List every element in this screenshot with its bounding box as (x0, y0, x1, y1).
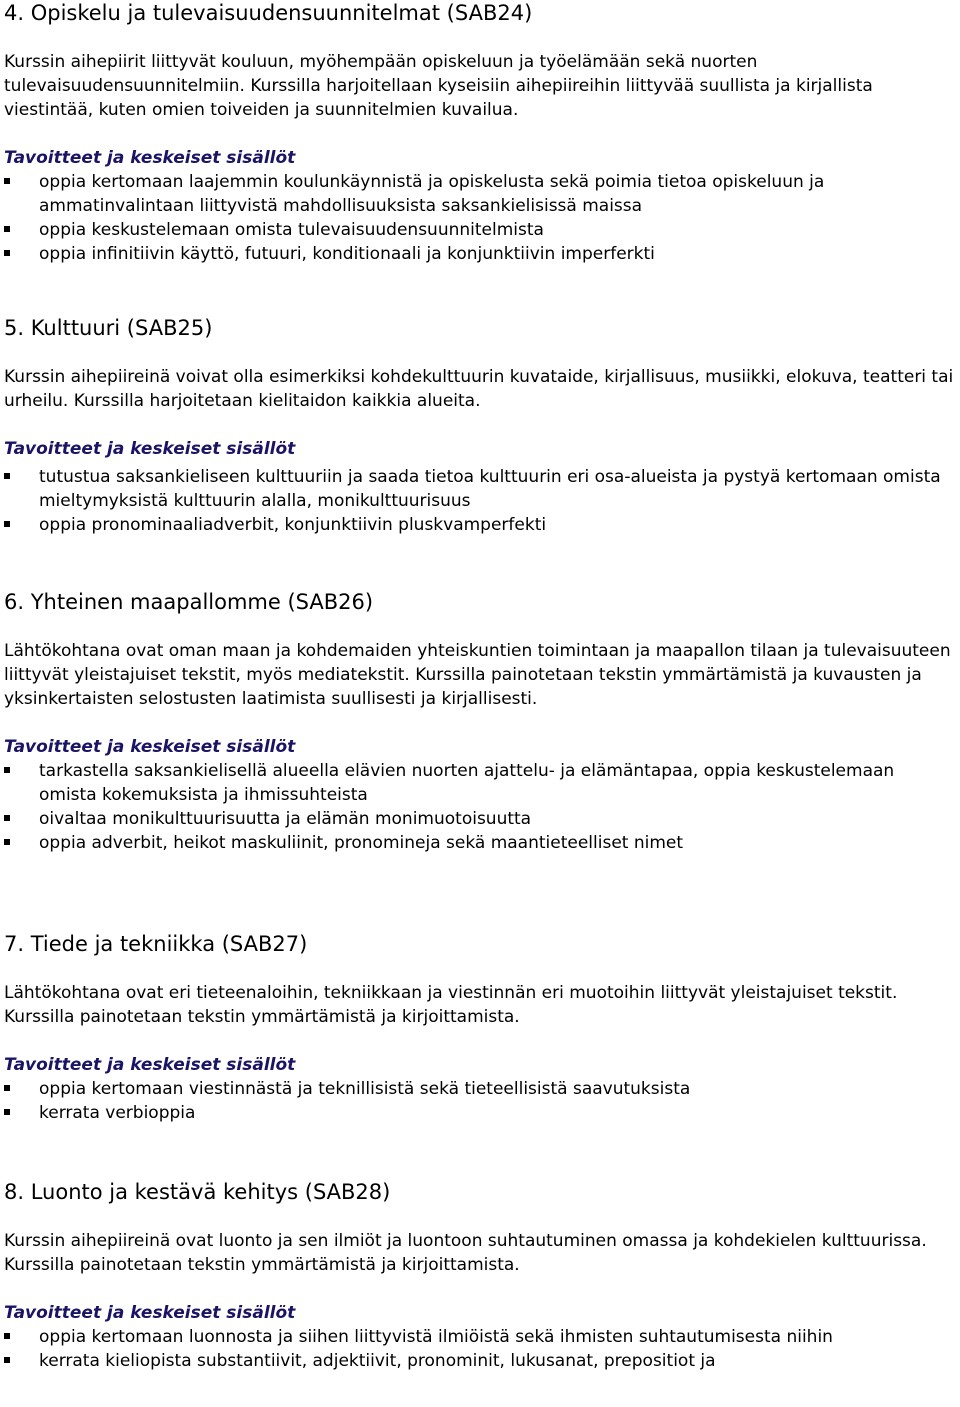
goals-list (4, 759, 954, 855)
section-intro: Kurssin aihepiireinä ovat luonto ja sen ilmiöt ja luontoon suhtautuminen omassa ja kohdekielen kulttuurissa. Kurssilla painotetaan tekstin ymmärtämistä ja kirjoittamista. (4, 1231, 927, 1275)
section-subheading: Tavoitteet ja keskeiset sisällöt (4, 737, 296, 757)
list-item (4, 1325, 954, 1349)
bullet-icon (4, 178, 10, 184)
list-item (4, 1349, 954, 1373)
bullet-icon (4, 1085, 10, 1091)
list-item (4, 1077, 954, 1101)
list-item-text: oivaltaa monikulttuurisuutta ja elämän monimuotoisuutta (39, 809, 532, 829)
section-sab24 (4, 0, 954, 266)
section-sab28 (4, 1179, 954, 1373)
section-title: 7. Tiede ja tekniikka (SAB27) (4, 932, 308, 956)
list-item-text: oppia pronominaaliadverbit, konjunktiivin pluskvamperfekti (39, 515, 547, 535)
bullet-icon (4, 1357, 10, 1363)
section-subheading: Tavoitteet ja keskeiset sisällöt (4, 148, 296, 168)
list-item-text: oppia kertomaan viestinnästä ja teknillisistä sekä tieteellisistä saavutuksista (39, 1079, 691, 1099)
goals-list (4, 170, 954, 266)
list-item (4, 218, 954, 242)
bullet-icon (4, 226, 10, 232)
section-subheading: Tavoitteet ja keskeiset sisällöt (4, 1303, 296, 1323)
bullet-icon (4, 767, 10, 773)
list-item (4, 831, 954, 855)
bullet-icon (4, 473, 10, 479)
section-intro: Lähtökohtana ovat eri tieteenaloihin, tekniikkaan ja viestinnän eri muotoihin liittyvät yleistajuiset tekstit. Kurssilla painotetaan tekstin ymmärtämistä ja kirjoittamista. (4, 983, 898, 1027)
list-item-text: oppia kertomaan laajemmin koulunkäynnistä ja opiskelusta sekä poimia tietoa opiskeluun ja ammatinvalintaan liittyvistä mahdollisuuksista saksankielisissä maissa (39, 172, 825, 216)
section-sab26 (4, 589, 954, 855)
section-subheading: Tavoitteet ja keskeiset sisällöt (4, 439, 296, 459)
list-item-text: oppia keskustelemaan omista tulevaisuudensuunnitelmista (39, 220, 544, 240)
list-item-text: tutustua saksankieliseen kulttuuriin ja saada tietoa kulttuurin eri osa-alueista ja pystyä kertomaan omista mieltymyksistä kulttuurin alalla, monikulttuurisuus (39, 467, 941, 511)
section-subheading: Tavoitteet ja keskeiset sisällöt (4, 1055, 296, 1075)
bullet-icon (4, 250, 10, 256)
section-intro: Lähtökohtana ovat oman maan ja kohdemaiden yhteiskuntien toimintaan ja maapallon tilaan ja tulevaisuuteen liittyvät yleistajuiset tekstit, myös mediatekstit. Kurssilla painotetaan tekstin ymmärtämistä ja kuvausten ja yksinkertaisten selostusten laatimista suullisesti ja kirjallisesti. (4, 641, 951, 709)
section-sab25 (4, 315, 954, 537)
section-intro: Kurssin aihepiirit liittyvät kouluun, myöhempään opiskeluun ja työelämään sekä nuorten tulevaisuudensuunnitelmiin. Kurssilla harjoitellaan kyseisiin aihepiireihin liittyvää suullista ja kirjallista viestintää, kuten omien toiveiden ja suunnitelmien kuvailua. (4, 52, 873, 120)
goals-list (4, 1325, 954, 1373)
bullet-icon (4, 1109, 10, 1115)
bullet-icon (4, 815, 10, 821)
list-item (4, 759, 954, 807)
goals-list (4, 465, 954, 537)
bullet-icon (4, 521, 10, 527)
list-item-text: kerrata verbioppia (39, 1103, 196, 1123)
list-item (4, 1101, 954, 1125)
list-item-text: oppia infinitiivin käyttö, futuuri, konditionaali ja konjunktiivin imperferkti (39, 244, 655, 264)
section-title: 8. Luonto ja kestävä kehitys (SAB28) (4, 1180, 391, 1204)
bullet-icon (4, 839, 10, 845)
bullet-icon (4, 1333, 10, 1339)
list-item (4, 807, 954, 831)
list-item-text: oppia kertomaan luonnosta ja siihen liittyvistä ilmiöistä sekä ihmisten suhtautumisesta niihin (39, 1327, 833, 1347)
goals-list (4, 1077, 954, 1125)
list-item-text: tarkastella saksankielisellä alueella elävien nuorten ajattelu- ja elämäntapaa, oppia keskustelemaan omista kokemuksista ja ihmissuhteista (39, 761, 895, 805)
section-sab27 (4, 931, 954, 1125)
list-item (4, 465, 954, 513)
list-item (4, 170, 954, 218)
list-item-text: kerrata kieliopista substantiivit, adjektiivit, pronominit, lukusanat, prepositiot ja (39, 1351, 716, 1371)
list-item-text: oppia adverbit, heikot maskuliinit, pronomineja sekä maantieteelliset nimet (39, 833, 684, 853)
section-title: 4. Opiskelu ja tulevaisuudensuunnitelmat (SAB24) (4, 1, 533, 25)
list-item (4, 242, 954, 266)
section-intro: Kurssin aihepiireinä voivat olla esimerkiksi kohdekulttuurin kuvataide, kirjallisuus, musiikki, elokuva, teatteri tai urheilu. Kurssilla harjoitetaan kielitaidon kaikkia alueita. (4, 367, 954, 411)
list-item (4, 513, 954, 537)
section-title: 5. Kulttuuri (SAB25) (4, 316, 213, 340)
section-title: 6. Yhteinen maapallomme (SAB26) (4, 590, 374, 614)
